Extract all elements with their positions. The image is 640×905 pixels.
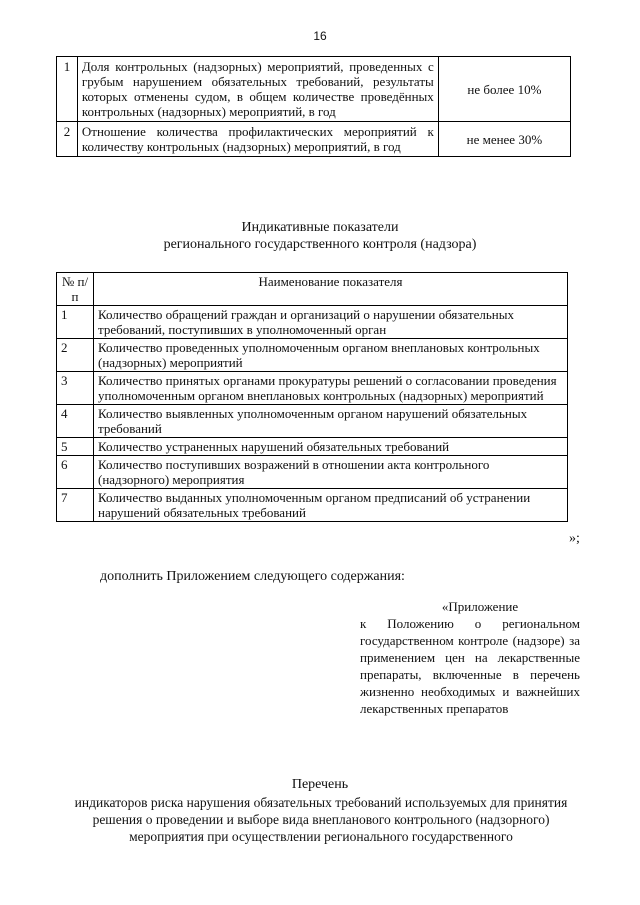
appendix-block — [360, 598, 580, 717]
row-name: Количество устраненных нарушений обязательных требований — [94, 438, 568, 456]
table-row — [57, 57, 571, 122]
table-row — [57, 339, 568, 372]
indicators-table — [56, 272, 568, 522]
row-number: 2 — [57, 122, 78, 157]
row-number: 3 — [57, 372, 94, 405]
row-number: 7 — [57, 489, 94, 522]
header-num: № п/п — [57, 273, 94, 306]
heading-line: регионального государственного контроля (надзора) — [163, 237, 477, 252]
row-name: Количество выданных уполномоченным органом предписаний об устранении нарушений обязательных требований — [94, 489, 568, 522]
row-value: не менее 30% — [438, 122, 570, 157]
row-value: не более 10% — [438, 57, 570, 122]
list-description: индикаторов риска нарушения обязательных требований используемых для принятия решения о проведении и выборе вида внепланового контрольного (надзорного) мероприятия при осуществлении регионального государственного — [74, 795, 568, 844]
appendix-title: «Приложение — [441, 599, 519, 614]
row-number: 4 — [57, 405, 94, 438]
supplement-intro: дополнить Приложением следующего содержания: — [100, 569, 405, 584]
table-header-row — [57, 273, 568, 306]
row-number: 1 — [57, 57, 78, 122]
header-name: Наименование показателя — [94, 273, 568, 306]
section-heading — [0, 219, 640, 253]
heading-line: Индикативные показатели — [241, 220, 399, 235]
page-number: 16 — [313, 29, 327, 43]
table-row — [57, 438, 568, 456]
row-number: 2 — [57, 339, 94, 372]
table-row — [57, 122, 571, 157]
row-name: Доля контрольных (надзорных) мероприятий, проведенных с грубым нарушением обязательных требований, результаты которых отменены судом, в общем количестве проведённых контрольных (надзорных) мероприятий, в год — [77, 57, 438, 122]
row-name: Количество выявленных уполномоченным органом нарушений обязательных требований — [94, 405, 568, 438]
table-row — [57, 489, 568, 522]
list-title: Перечень — [291, 777, 349, 792]
row-name: Отношение количества профилактических мероприятий к количеству контрольных (надзорных) мероприятий, в год — [77, 122, 438, 157]
row-name: Количество проведенных уполномоченным органом внеплановых контрольных (надзорных) мероприятий — [94, 339, 568, 372]
table-row — [57, 456, 568, 489]
row-name: Количество обращений граждан и организаций о нарушении обязательных требований, поступивших в уполномоченный орган — [94, 306, 568, 339]
table-row — [57, 405, 568, 438]
row-number: 1 — [57, 306, 94, 339]
closing-quote: »; — [569, 531, 580, 546]
row-number: 5 — [57, 438, 94, 456]
top-indicators-table — [56, 56, 571, 157]
table-row — [57, 306, 568, 339]
table-row — [57, 372, 568, 405]
appendix-text: к Положению о региональном государственном контроле (надзоре) за применением цен на лекарственные препараты, включенные в перечень жизненно необходимых и важнейших лекарственных препаратов — [360, 616, 580, 716]
row-name: Количество принятых органами прокуратуры решений о согласовании проведения уполномоченным органом внеплановых контрольных (надзорных) мероприятий — [94, 372, 568, 405]
row-name: Количество поступивших возражений в отношении акта контрольного (надзорного) мероприятия — [94, 456, 568, 489]
row-number: 6 — [57, 456, 94, 489]
